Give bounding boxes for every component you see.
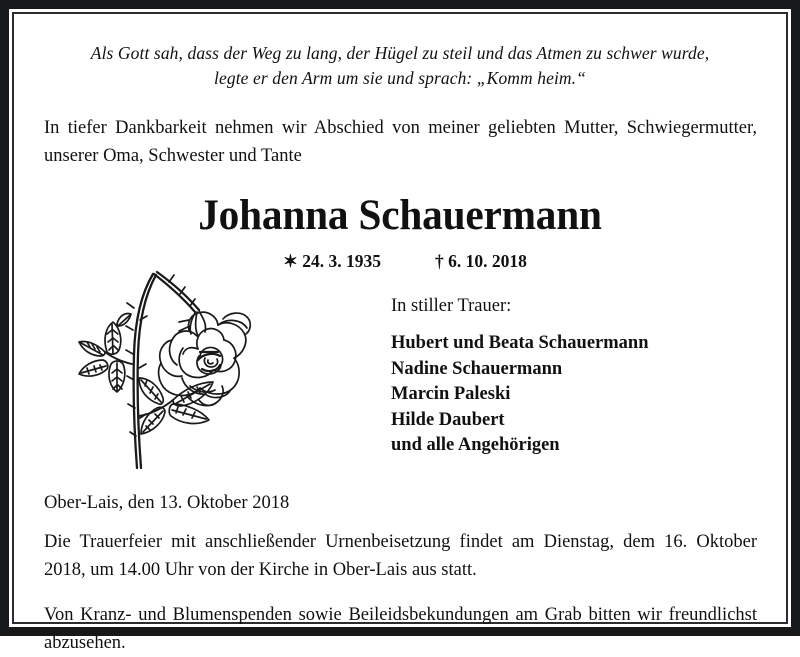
birth-date: ✶ 24. 3. 1935	[283, 251, 381, 271]
ceremony-details: Die Trauerfeier mit anschließender Urnenbeisetzung findet am Dienstag, dem 16. Oktober 2018, um 14.00 Uhr von der Kirche in Ober-Lais aus statt.	[44, 532, 757, 580]
list-item: Hubert und Beata Schauermann	[391, 333, 649, 353]
list-item: und alle Angehörigen	[391, 435, 560, 455]
obituary-inner-border	[12, 12, 788, 653]
list-item: Hilde Daubert	[391, 409, 505, 430]
intro-paragraph: In tiefer Dankbarkeit nehmen wir Abschied von meiner geliebten Mutter, Schwiegermutter, unserer Oma, Schwester und Tante	[44, 118, 757, 166]
quote-line-1: Als Gott sah, dass der Weg zu lang, der Hügel zu steil und das Atmen zu schwer wurde,	[90, 43, 710, 63]
place-and-date: Ober-Lais, den 13. Oktober 2018	[44, 493, 290, 513]
mourners-heading: In stiller Trauer:	[391, 296, 512, 316]
death-date: † 6. 10. 2018	[434, 251, 527, 271]
middle-section	[39, 274, 761, 488]
flowers-request: Von Kranz- und Blumenspenden sowie Beileidsbekundungen am Grab bitten wir freundlichst abzusehen.	[44, 605, 757, 653]
quote-line-2: legte er den Arm um sie und sprach: „Komm heim.“	[214, 68, 586, 88]
deceased-name: Johanna Schauermann	[198, 192, 602, 239]
mourners-list	[391, 331, 649, 459]
memorial-quote	[61, 41, 739, 91]
mourners-block	[391, 294, 649, 459]
rose-illustration	[77, 268, 267, 480]
list-item: Nadine Schauermann	[391, 358, 563, 379]
obituary-content	[14, 14, 786, 653]
list-item: Marcin Paleski	[391, 384, 511, 404]
